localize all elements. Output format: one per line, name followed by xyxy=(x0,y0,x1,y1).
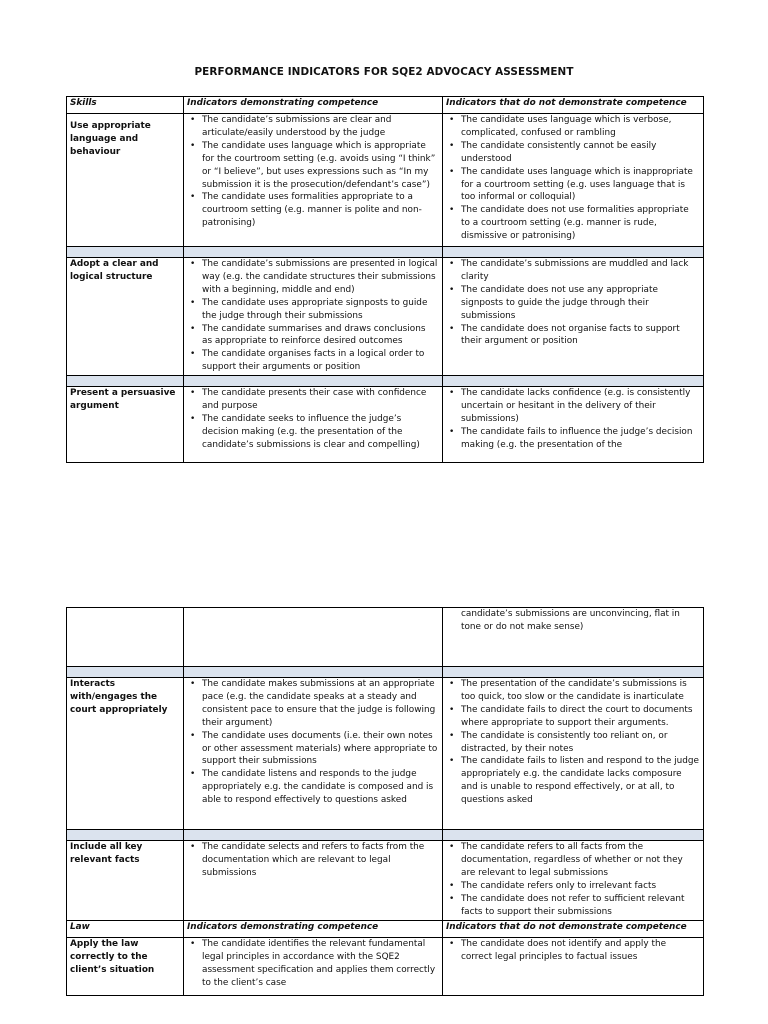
skill-name: Include all key relevant facts xyxy=(67,841,184,921)
table-row xyxy=(67,678,704,830)
header-not-competent: Indicators that do not demonstrate competence xyxy=(443,97,704,114)
list-item: • The candidate makes submissions at an appropriate pace (e.g. the candidate speaks at a steady and consistent pace to ensure that the judge is following their argument) xyxy=(187,678,438,730)
list-item: • The candidate uses language which is appropriate for the courtroom setting (e.g. avoids using “I think” or “I believe”, but uses expressions such as “In my submission it is the prosecution/defendant’s case”) xyxy=(187,140,438,192)
table-row xyxy=(67,114,704,247)
list-item: • The candidate does not organise facts to support their argument or position xyxy=(446,323,699,349)
row-separator xyxy=(67,830,704,841)
competent-list xyxy=(187,114,438,230)
table-row xyxy=(67,258,704,376)
header-competent: Indicators demonstrating competence xyxy=(184,97,443,114)
competent-list xyxy=(187,841,438,880)
not-competent-list xyxy=(446,678,699,807)
list-item: • The candidate summarises and draws conclusions as appropriate to reinforce desired outcomes xyxy=(187,323,438,349)
skill-name: Interacts with/engages the court appropriately xyxy=(67,678,184,830)
list-item: • The candidate presents their case with confidence and purpose xyxy=(187,387,438,413)
list-item: • The candidate is consistently too reliant on, or distracted, by their notes xyxy=(446,730,699,756)
skill-name: Use appropriate language and behaviour xyxy=(67,114,184,247)
law-header-row xyxy=(67,921,704,938)
list-item: • The candidate uses appropriate signposts to guide the judge through their submissions xyxy=(187,297,438,323)
list-item: • The candidate uses language which is verbose, complicated, confused or rambling xyxy=(446,114,699,140)
page-title: PERFORMANCE INDICATORS FOR SQE2 ADVOCACY ASSESSMENT xyxy=(194,66,574,78)
list-item: • The candidate seeks to influence the judge’s decision making (e.g. the presentation of the candidate’s submissions is clear and compelling) xyxy=(187,413,438,452)
list-item: • The candidate refers to all facts from the documentation, regardless of whether or not they are relevant to legal submissions xyxy=(446,841,699,880)
not-competent-list xyxy=(446,841,699,918)
list-item: • The candidate consistently cannot be easily understood xyxy=(446,140,699,166)
list-item: • The candidate uses formalities appropriate to a courtroom setting (e.g. manner is polite and non-patronising) xyxy=(187,191,438,230)
skill-name: Apply the law correctly to the client’s situation xyxy=(67,938,184,996)
list-item: • The candidate refers only to irrelevant facts xyxy=(446,880,699,893)
table-header-row xyxy=(67,97,704,114)
list-item: • The candidate uses documents (i.e. their own notes or other assessment materials) where appropriate to support their submissions xyxy=(187,730,438,769)
skill-name: Present a persuasive argument xyxy=(67,387,184,463)
table-row xyxy=(67,387,704,463)
not-competent-list xyxy=(446,258,699,348)
list-item: • The candidate’s submissions are muddled and lack clarity xyxy=(446,258,699,284)
list-item: • The presentation of the candidate’s submissions is too quick, too slow or the candidate is inarticulate xyxy=(446,678,699,704)
skills-table xyxy=(66,96,704,463)
table-row xyxy=(67,938,704,996)
not-competent-list xyxy=(446,938,699,964)
list-item: • The candidate fails to listen and respond to the judge appropriately e.g. the candidate lacks composure and is unable to respond effectively, or at all, to questions asked xyxy=(446,755,699,807)
list-item: • The candidate identifies the relevant fundamental legal principles in accordance with the SQE2 assessment specification and applies them correctly to the client’s case xyxy=(187,938,438,990)
list-item: • The candidate organises facts in a logical order to support their arguments or position xyxy=(187,348,438,374)
list-item: • The candidate fails to direct the court to documents where appropriate to support their arguments. xyxy=(446,704,699,730)
header-not-competent: Indicators that do not demonstrate competence xyxy=(443,921,704,938)
list-item: • The candidate fails to influence the judge’s decision making (e.g. the presentation of the xyxy=(446,426,699,452)
list-item: • The candidate’s submissions are clear and articulate/easily understood by the judge xyxy=(187,114,438,140)
competent-list xyxy=(187,258,438,374)
row-separator xyxy=(67,667,704,678)
competent-list xyxy=(187,387,438,452)
continuation-text: candidate’s submissions are unconvincing, flat in tone or do not make sense) xyxy=(461,609,680,632)
header-competent: Indicators demonstrating competence xyxy=(184,921,443,938)
header-skills: Skills xyxy=(67,97,184,114)
competent-list xyxy=(187,938,438,990)
not-competent-list xyxy=(446,387,699,452)
list-item: • The candidate selects and refers to facts from the documentation which are relevant to legal submissions xyxy=(187,841,438,880)
list-item: • The candidate’s submissions are presented in logical way (e.g. the candidate structures their submissions with a beginning, middle and end) xyxy=(187,258,438,297)
list-item: • The candidate lacks confidence (e.g. is consistently uncertain or hesitant in the delivery of their submissions) xyxy=(446,387,699,426)
skills-table-continued xyxy=(66,607,704,996)
competent-list xyxy=(187,678,438,807)
list-item: • The candidate uses language which is inappropriate for a courtroom setting (e.g. uses language that is too informal or colloquial) xyxy=(446,166,699,205)
list-item: • The candidate does not refer to sufficient relevant facts to support their submissions xyxy=(446,893,699,919)
list-item: • The candidate does not identify and apply the correct legal principles to factual issues xyxy=(446,938,699,964)
table-row xyxy=(67,841,704,921)
row-separator xyxy=(67,247,704,258)
table-row xyxy=(67,608,704,667)
not-competent-list xyxy=(446,114,699,243)
list-item: • The candidate listens and responds to the judge appropriately e.g. the candidate is composed and is able to respond effectively to questions asked xyxy=(187,768,438,807)
header-law: Law xyxy=(67,921,184,938)
row-separator xyxy=(67,376,704,387)
list-item: • The candidate does not use formalities appropriate to a courtroom setting (e.g. manner is rude, dismissive or patronising) xyxy=(446,204,699,243)
list-item: • The candidate does not use any appropriate signposts to guide the judge through their submissions xyxy=(446,284,699,323)
skill-name: Adopt a clear and logical structure xyxy=(67,258,184,376)
